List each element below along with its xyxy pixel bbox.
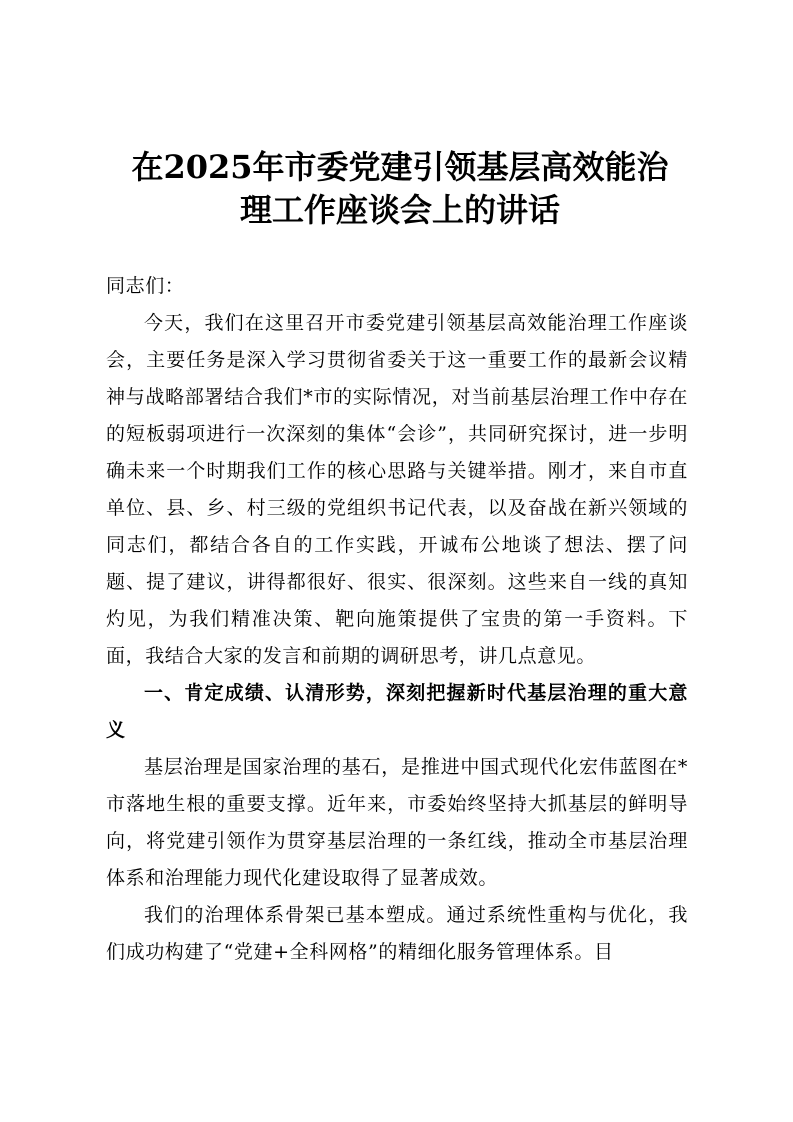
document-title [100, 146, 700, 232]
document-body [106, 268, 688, 971]
opening-paragraph: 今天，我们在这里召开市委党建引领基层高效能治理工作座谈会，主要任务是深入学习贯彻省委关于这一重要工作的最新会议精神与战略部署结合我们*市的实际情况，对当前基层治理工作中存在的短板弱项进行一次深刻的集体“会诊”，共同研究探讨，进一步明确未来一个时期我们工作的核心思路与关键举措。刚才，来自市直单位、县、乡、村三级的党组织书记代表，以及奋战在新兴领域的同志们，都结合各自的工作实践，开诚布公地谈了想法、摆了问题、提了建议，讲得都很好、很实、很深刻。这些来自一线的真知灼见，为我们精准决策、靶向施策提供了宝贵的第一手资料。下面，我结合大家的发言和前期的调研思考，讲几点意见。 [106, 312, 688, 667]
section-1-paragraph-2: 我们的治理体系骨架已基本塑成。通过系统性重构与优化，我们成功构建了“党建+全科网格”的精细化服务管理体系。目 [106, 904, 688, 963]
section-heading-1: 一、肯定成绩、认清形势，深刻把握新时代基层治理的重大意义 [106, 682, 688, 741]
section-1-paragraph-1: 基层治理是国家治理的基石，是推进中国式现代化宏伟蓝图在*市落地生根的重要支撑。近年来，市委始终坚持大抓基层的鲜明导向，将党建引领作为贯穿基层治理的一条红线，推动全市基层治理体系和治理能力现代化建设取得了显著成效。 [106, 756, 688, 889]
document-title-line-2: 理工作座谈会上的讲话 [239, 191, 560, 229]
salutation: 同志们： [106, 275, 185, 297]
document-title-line-1: 在2025年市委党建引领基层高效能治 [131, 148, 669, 186]
